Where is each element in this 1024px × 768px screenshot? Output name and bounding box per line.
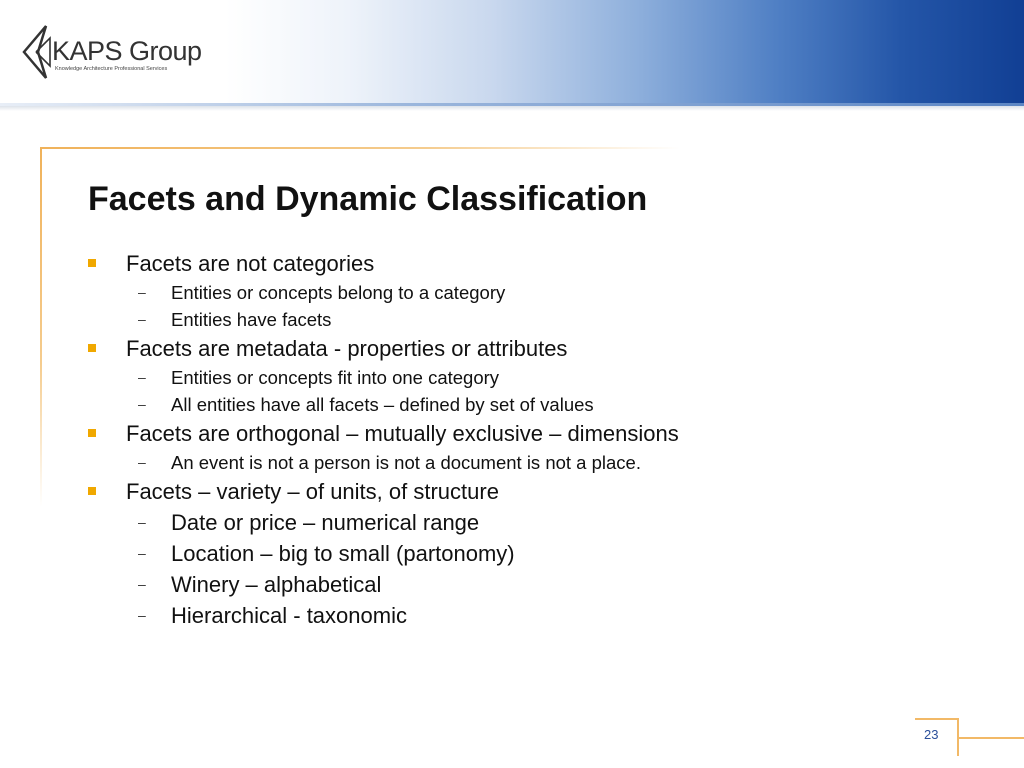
header-rule-shadow <box>0 106 1024 111</box>
sub-bullet-text: Hierarchical - taxonomic <box>171 603 407 628</box>
frame-top-line <box>40 147 680 149</box>
dash-bullet-icon: – <box>138 454 146 470</box>
kaps-logo <box>20 24 220 82</box>
sub-bullet-item <box>88 600 968 631</box>
sub-bullet-text: Winery – alphabetical <box>171 572 382 597</box>
dash-bullet-icon: – <box>138 311 146 327</box>
sub-bullet-text: Entities or concepts belong to a category <box>171 282 506 303</box>
bullet-text: Facets are not categories <box>126 251 375 276</box>
slide-title: Facets and Dynamic Classification <box>88 180 648 218</box>
sub-bullet-item <box>88 538 968 569</box>
sub-bullet-item <box>88 364 968 391</box>
sub-bullet-item <box>88 306 968 333</box>
bullet-text: Facets are metadata - properties or attributes <box>126 336 568 361</box>
bullet-item <box>88 418 968 449</box>
sub-bullet-text: An event is not a person is not a document is not a place. <box>171 452 641 473</box>
logo-tagline: Knowledge Architecture Professional Services <box>55 66 168 72</box>
dash-bullet-icon: – <box>138 284 146 300</box>
dash-bullet-icon: – <box>138 545 146 561</box>
dash-bullet-icon: – <box>138 514 146 530</box>
sub-bullet-text: Location – big to small (partonomy) <box>171 541 515 566</box>
dash-bullet-icon: – <box>138 607 146 623</box>
sub-bullet-item <box>88 279 968 306</box>
sub-bullet-text: Entities or concepts fit into one category <box>171 367 500 388</box>
dash-bullet-icon: – <box>138 576 146 592</box>
logo-wordmark: KAPS Group <box>52 36 202 66</box>
bullet-item <box>88 333 968 364</box>
frame-left-line <box>40 147 42 507</box>
bullet-item <box>88 476 968 507</box>
sub-bullet-item <box>88 569 968 600</box>
dash-bullet-icon: – <box>138 396 146 412</box>
sub-bullet-text: Entities have facets <box>171 309 332 330</box>
square-bullet-icon <box>88 259 96 267</box>
sub-bullet-text: Date or price – numerical range <box>171 510 480 535</box>
bullet-text: Facets – variety – of units, of structure <box>126 479 499 504</box>
dash-bullet-icon: – <box>138 369 146 385</box>
page-number-rule <box>959 737 1024 739</box>
sub-bullet-text: All entities have all facets – defined by set of values <box>171 394 594 415</box>
page-number: 23 <box>924 727 939 742</box>
square-bullet-icon <box>88 344 96 352</box>
bullet-item <box>88 248 968 279</box>
square-bullet-icon <box>88 429 96 437</box>
bullet-text: Facets are orthogonal – mutually exclusive – dimensions <box>126 421 679 446</box>
square-bullet-icon <box>88 487 96 495</box>
bullet-list <box>88 248 968 631</box>
sub-bullet-item <box>88 507 968 538</box>
sub-bullet-item <box>88 449 968 476</box>
sub-bullet-item <box>88 391 968 418</box>
